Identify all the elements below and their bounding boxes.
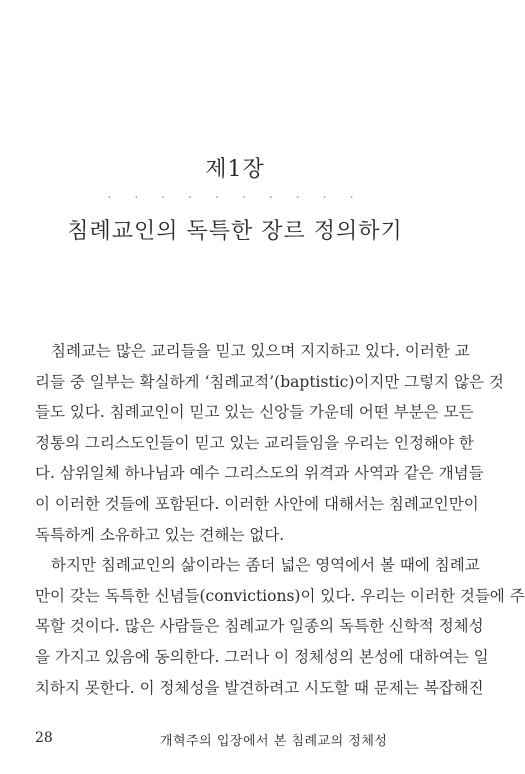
running-header: 개혁주의 입장에서 본 침례교의 정체성 <box>160 734 388 749</box>
paragraph <box>35 336 504 550</box>
body-text <box>35 336 525 703</box>
text-line: 을 가지고 있음에 동의한다. 그러나 이 정체성의 본성에 대하여는 일 <box>35 647 489 666</box>
text-line: 다. 삼위일체 하나님과 예수 그리스도의 위격과 사역과 같은 개념들 <box>35 464 484 483</box>
text-line: 리들 중 일부는 확실하게 ‘침례교적’(baptistic)이지만 그렇지 않은 것 <box>35 372 504 391</box>
decorative-dot-divider: · · · · · · · · · · <box>107 190 363 206</box>
text-line: 정통의 그리스도인들이 믿고 있는 교리들임을 우리는 인정해야 한 <box>35 433 474 452</box>
paragraph <box>35 550 525 703</box>
text-line: 독특하게 소유하고 있는 견해는 없다. <box>35 525 285 544</box>
text-line: 목할 것이다. 많은 사람들은 침례교가 일종의 독특한 신학적 정체성 <box>35 617 484 636</box>
text-line: 들도 있다. 침례교인이 믿고 있는 신앙들 가운데 어떤 부분은 모든 <box>35 403 474 422</box>
text-line: 만이 갖는 독특한 신념들(convictions)이 있다. 우리는 이러한 것들에 주 <box>35 586 525 605</box>
text-line: 치하지 못한다. 이 정체성을 발견하려고 시도할 때 문제는 복잡해진 <box>35 678 484 697</box>
text-line: 이 이러한 것들에 포함된다. 이러한 사안에 대해서는 침례교인만이 <box>35 494 479 513</box>
text-line: 하지만 침례교인의 삶이라는 좀더 넓은 영역에서 볼 때에 침례교 <box>51 556 480 575</box>
text-line: 침례교는 많은 교리들을 믿고 있으며 지지하고 있다. 이러한 교 <box>51 342 470 360</box>
chapter-number: 제1장 <box>205 157 265 182</box>
chapter-title: 침례교인의 독특한 장르 정의하기 <box>67 219 403 244</box>
page-number: 28 <box>35 730 53 746</box>
